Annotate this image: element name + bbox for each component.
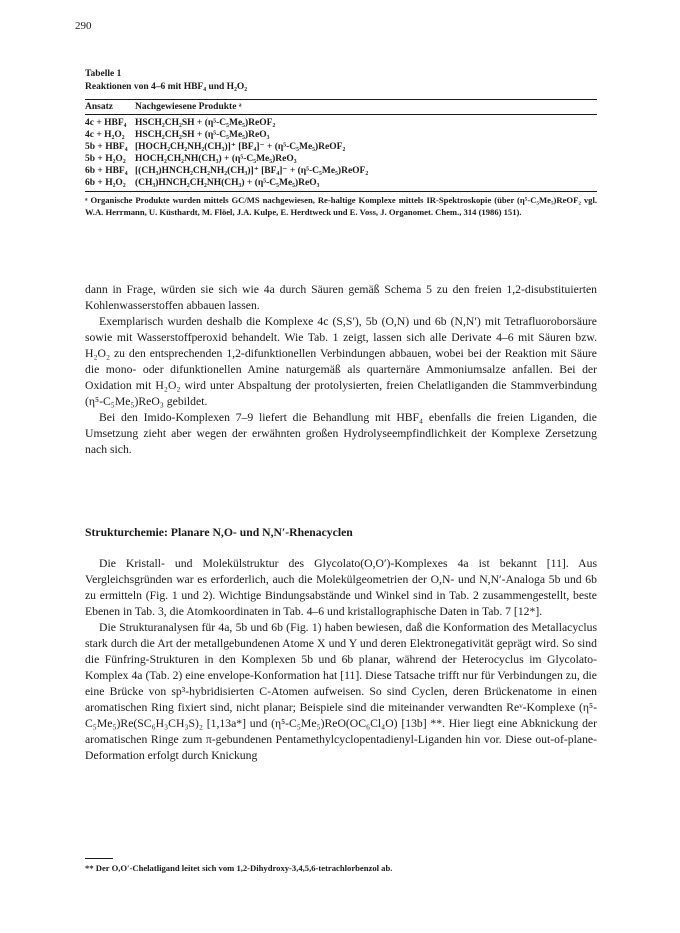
table-row [85,141,597,153]
footnote-rule [85,858,113,859]
paragraph: Die Kristall- und Molekülstruktur des Glycolato(O,O′)-Komplexes 4a ist bekannt [11]. Aus Vergleichsgründen war es erforderlich, auch die Molekülgeometrien der O,N- und N,N′-Analoga 5b und 6b zu ermitteln (Fig. 1 und 2). Wichtige Bindungsabstände und Winkel sind in Tab. 2 zusammengestellt, beste Ebenen in Tab. 3, die Atomkoordinaten in Tab. 4–6 und kristallographische Daten in Tab. 7 [12*]. [85,557,597,618]
table-cell-ansatz: 5b + H₂O₂ [85,154,126,164]
body-section-2 [85,556,597,764]
table-body [85,115,597,191]
table-cell-ansatz: 4c + HBF₄ [85,118,127,128]
page-number: 290 [75,20,92,32]
paragraph: dann in Frage, würden sie sich wie 4a durch Säuren gemäß Schema 5 zu den freien 1,2-disubstituierten Kohlenwasserstoffen abbauen lassen. [85,283,597,312]
table-cell-produkte: HOCH₂CH₂NH(CH₃) + (η⁵-C₅Me₅)ReO₃ [135,154,297,164]
table-cell-ansatz: 6b + HBF₄ [85,166,128,176]
table-cell-produkte: [HOCH₂CH₂NH₂(CH₃)]⁺ [BF₄]⁻ + (η⁵-C₅Me₅)ReOF₂ [135,142,346,152]
table-cell-ansatz: 5b + HBF₄ [85,142,128,152]
table-cell-produkte: [(CH₃)HNCH₂CH₂NH₂(CH₃)]⁺ [BF₄]⁻ + (η⁵-C₅Me₅)ReOF₂ [135,166,369,176]
table-row [85,117,597,129]
table-row [85,177,597,189]
paragraph: Exemplarisch wurden deshalb die Komplexe 4c (S,S′), 5b (O,N) und 6b (N,N′) mit Tetrafluoroborsäure sowie mit Wasserstoffperoxid behandelt. Wie Tab. 1 zeigt, lassen sich alle Derivate 4–6 mit Säuren bzw. H₂O₂ zu den entsprechenden 1,2-difunktionellen Verbindungen abbauen, wobei bei der Reaktion mit Säure die mono- oder difunktionellen Amine naturgemäß als quarternäre Ammoniumsalze anfallen. Bei der Oxidation mit H₂O₂ wird unter Abspaltung der protolysierten, freien Chelatliganden die Stammverbindung (η⁵-C₅Me₅)ReO₃ gebildet. [85,315,597,408]
table-1 [85,68,597,218]
section-heading: Strukturchemie: Planare N,O- und N,N′-Rhenacyclen [85,526,353,539]
table-caption: Reaktionen von 4–6 mit HBF₄ und H₂O₂ [85,82,248,92]
table-cell-produkte: HSCH₂CH₂SH + (η⁵-C₅Me₅)ReOF₂ [135,118,276,128]
table-row [85,129,597,141]
table-cell-ansatz: 6b + H₂O₂ [85,178,126,188]
page-footnote: ** Der O,O′-Chelatligand leitet sich vom 1,2-Dihydroxy-3,4,5,6-tetrachlorbenzol ab. [85,863,393,873]
table-cell-produkte: HSCH₂CH₂SH + (η⁵-C₅Me₅)ReO₃ [135,130,270,140]
table-header-produkte: Nachgewiesene Produkte ᵃ [135,102,242,112]
table-row [85,165,597,177]
table-cell-ansatz: 4c + H₂O₂ [85,130,125,140]
body-section-1 [85,282,597,458]
table-caption-title: Tabelle 1 [85,69,122,79]
paragraph: Die Strukturanalysen für 4a, 5b und 6b (Fig. 1) haben bewiesen, daß die Konformation des Metallacyclus stark durch die Art der metallgebundenen Atome X und Y und deren Elektronegativität geprägt wird. So sind die Fünfring-Strukturen in den Komplexen 5b und 6b planar, während der Heterocyclus im Glycolato-Komplex 4a (Tab. 2) eine envelope-Konformation hat [11]. Diese Tatsache trifft nur für Verbindungen zu, die eine Brücke von sp³-hybridisierten C-Atomen aufweisen. So sind Cyclen, deren Brückenatome in einen aromatischen Ring fixiert sind, nicht planar; Beispiele sind die miteinander verwandten Reᵛ-Komplexe (η⁵-C₅Me₅)Re(SC₆H₃CH₃S)₂ [1,13a*] und (η⁵-C₅Me₅)ReO(OC₆Cl₄O) [13b] **. Hier liegt eine Abknickung der aromatischen Ringe zum π-gebundenen Pentamethylcyclopentadienyl-Liganden hin vor. Diese out-of-plane-Deformation erfolgt durch Knickung [85,621,597,762]
table-footnote: ᵃ Organische Produkte wurden mittels GC/MS nachgewiesen, Re-haltige Komplexe mittels IR-Spektroskopie (über (η⁵-C₅Me₅)ReOF₂ vgl. W.A. Herrmann, U. Küsthardt, M. Flöel, J.A. Kulpe, E. Herdtweck und E. Voss, J. Organomet. Chem., 314 (1986) 151). [85,195,597,217]
table-row [85,153,597,165]
table-header-ansatz: Ansatz [85,102,113,112]
table-header-row [85,100,597,114]
table-cell-produkte: (CH₃)HNCH₂CH₂NH(CH₃) + (η⁵-C₅Me₅)ReO₃ [135,178,320,188]
paragraph: Bei den Imido-Komplexen 7–9 liefert die Behandlung mit HBF₄ ebenfalls die freien Liganden, die Umsetzung zieht aber wegen der erwähnten großen Hydrolyseempfindlichkeit der Komplexe Zersetzung nach sich. [85,411,597,456]
